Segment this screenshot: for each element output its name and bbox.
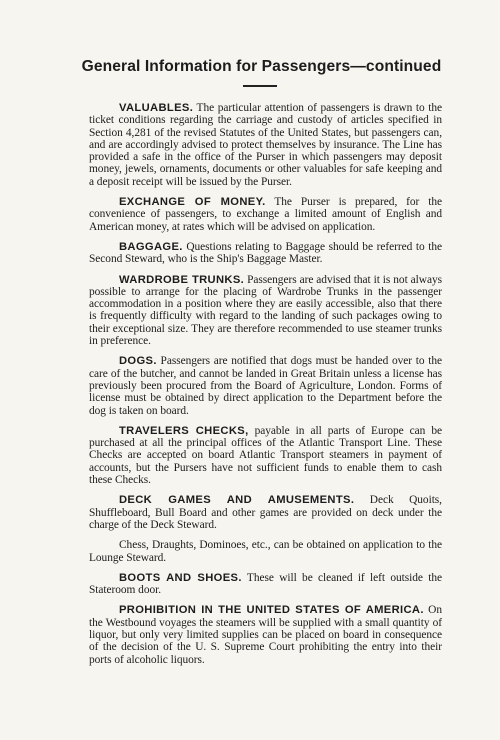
section-body: payable in all parts of Europe can be purchased at all the principal offices of the Atlantic Transport Line. These Checks are accepted on board Atlantic Transport steamers in payment of accounts, but the Pursers have not sufficient funds to enable them to cash these Checks. [89,424,442,487]
section-heading: BAGGAGE. [119,240,183,253]
section-dogs [89,355,442,416]
section-body: Deck Quoits, Shuffleboard, Bull Board and other games are provided on deck under the charge of the Deck Steward. [89,494,442,531]
section-valuables [89,102,442,188]
section-heading: PROHIBITION IN THE UNITED STATES OF AMERICA. [119,604,424,617]
section-body: Questions relating to Baggage should be referred to the Second Steward, who is the Ship's Baggage Master. [89,240,442,266]
section-chess-draughts [89,539,442,564]
section-baggage [89,241,442,266]
section-heading: WARDROBE TRUNKS. [119,273,245,286]
section-boots-and-shoes [89,572,442,597]
section-heading: TRAVELERS CHECKS, [119,424,249,437]
section-body: The Purser is prepared, for the convenience of passengers, to exchange a limited amount of English and American money, at rates which will be advised on application. [89,196,442,233]
section-prohibition [89,604,442,665]
section-body: Chess, Draughts, Dominoes, etc., can be obtained on application to the Lounge Steward. [89,539,442,564]
section-body: Passengers are notified that dogs must be handed over to the care of the butcher, and cannot be landed in Great Britain unless a license has previously been procured from the Board of Agriculture, London. Forms of license must be obtained by direct application to the Department before the dog is taken on board. [89,355,442,417]
title-rule [243,85,277,87]
section-deck-games [89,494,442,531]
section-heading: DOGS. [119,355,157,368]
page-title: General Information for Passengers—continued [81,58,442,75]
section-travelers-checks [89,425,442,486]
sections [89,102,442,666]
section-heading: VALUABLES. [119,102,194,114]
section-heading: BOOTS AND SHOES. [119,571,242,584]
section-body: Passengers are advised that it is not always possible to arrange for the placing of Wardrobe Trunks in the passenger accommodation in a position where they are easily accessible, also that there is frequently difficulty with regard to the landing of such packages owing to their exceptional size. They are therefore recommended to use steamer trunks in preference. [89,273,442,348]
section-body: On the Westbound voyages the steamers will be supplied with a small quantity of liquor, but only very limited supplies can be placed on board in consequence of the decision of the U. S. Supreme Court prohibiting the entry into their ports of alcoholic liquors. [89,604,443,666]
section-body: The particular attention of passengers is drawn to the ticket conditions regarding the carriage and custody of articles specified in Section 4,281 of the revised Statutes of the United States, but passengers can, and are accordingly advised to protect themselves by insurance. The Line has provided a safe in the office of the Purser in which passengers may deposit money, jewels, ornaments, documents or other valuables for safe keeping and a deposit receipt will be issued by the Purser. [89,102,442,188]
section-wardrobe-trunks [89,274,442,348]
section-body: These will be cleaned if left outside the Stateroom door. [89,571,442,597]
section-heading: EXCHANGE OF MONEY. [119,196,266,209]
section-heading: DECK GAMES AND AMUSEMENTS. [119,494,355,507]
section-exchange-of-money [89,196,442,233]
